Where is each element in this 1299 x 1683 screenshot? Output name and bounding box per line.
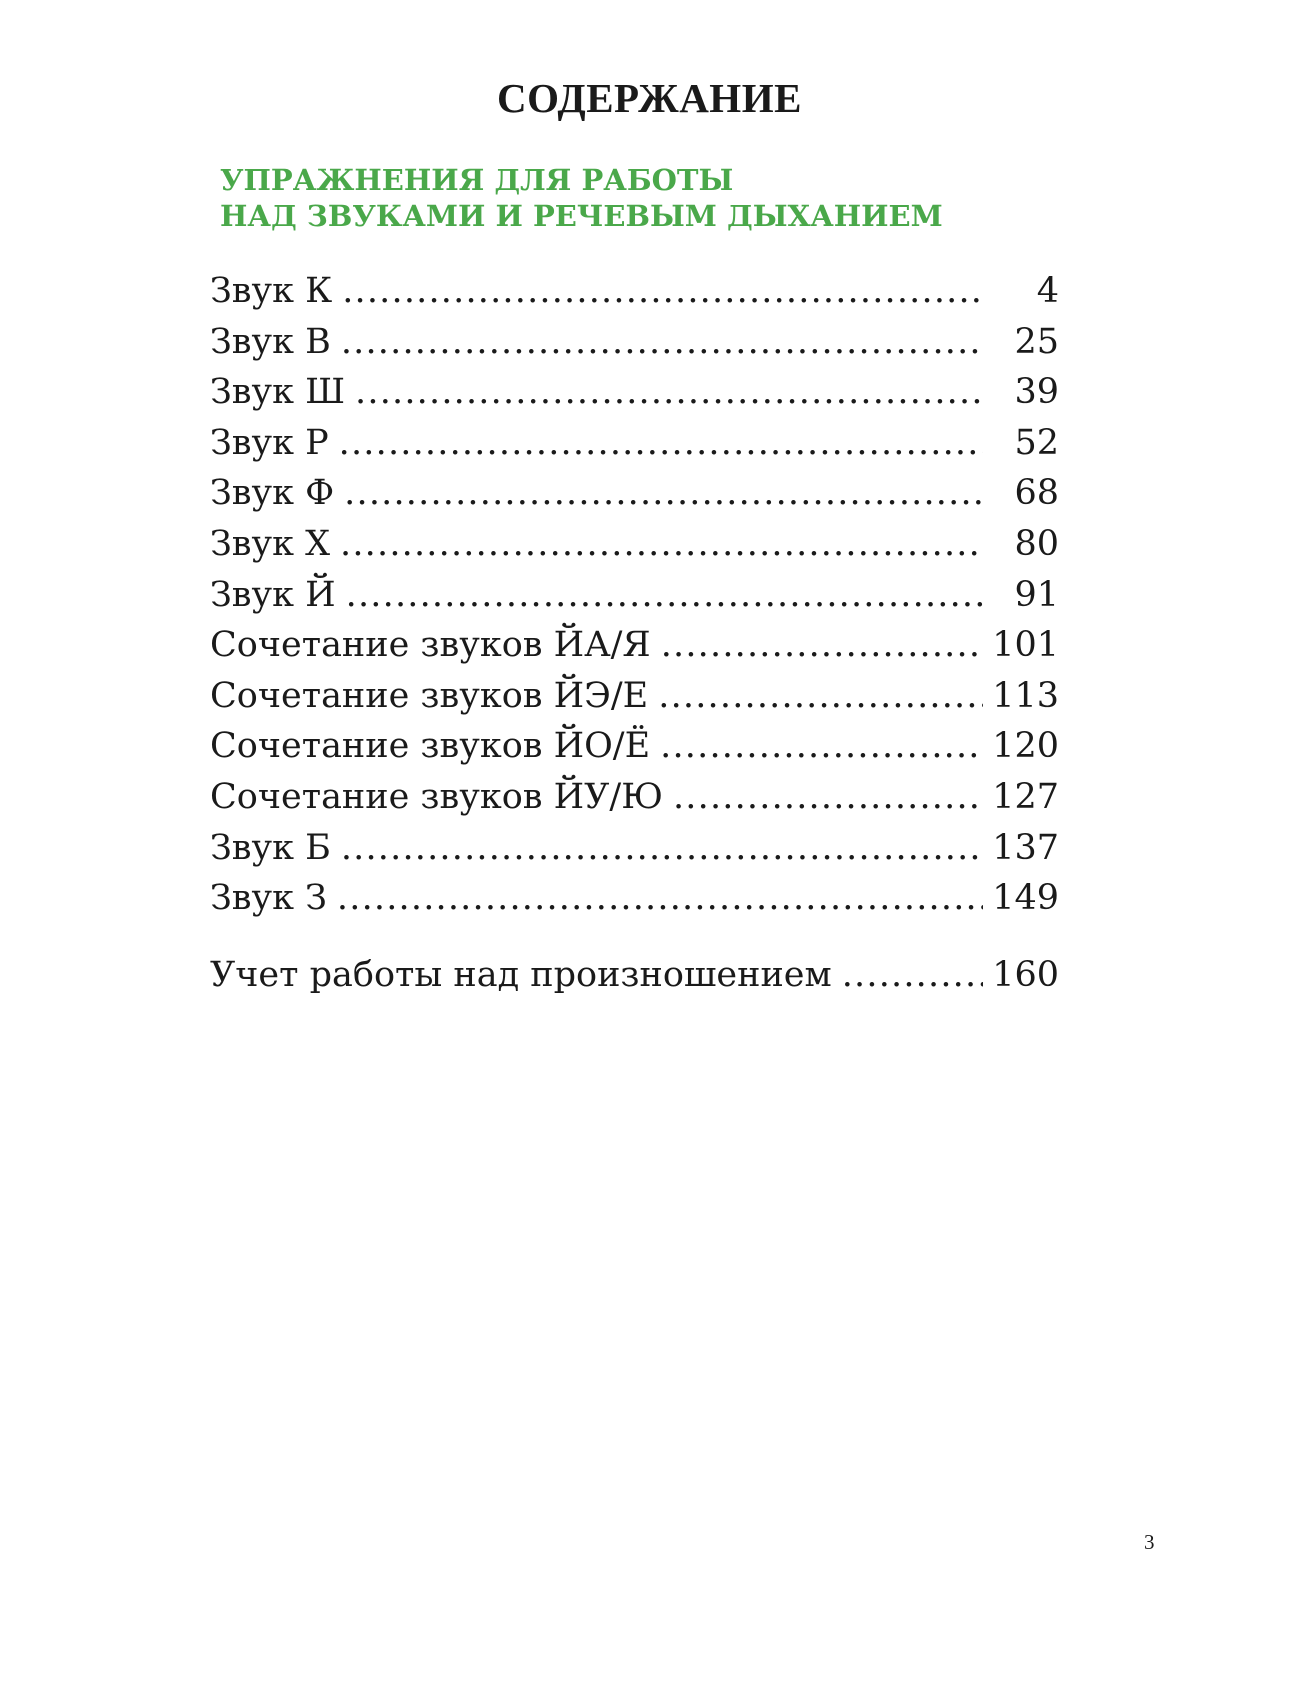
toc-entry-page: 137 (992, 827, 1059, 868)
toc-entry-page: 113 (992, 675, 1059, 716)
toc-entry-combo-yo[interactable] (210, 721, 1059, 772)
toc-leader-dots (342, 266, 983, 317)
toc-entry-label: Сочетание звуков ЙЭ/Е (210, 675, 649, 716)
toc-entry-pronunciation-log[interactable] (210, 950, 1059, 1001)
toc-entry-page: 101 (992, 625, 1059, 666)
toc-entry-label: Звук Р (210, 422, 329, 463)
toc-entry-label: Звук З (210, 878, 327, 919)
toc-entry-sound-f[interactable] (210, 468, 1059, 519)
toc-entry-label: Звук Ф (210, 473, 335, 514)
toc-entry-sound-r[interactable] (210, 418, 1059, 469)
toc-leader-dots (340, 519, 983, 570)
page-number: 3 (1144, 1530, 1155, 1554)
toc-entry-label: Звук В (210, 321, 331, 362)
toc-entry-page: 39 (1014, 372, 1059, 413)
toc-leader-dots (355, 367, 983, 418)
toc-entry-sound-k[interactable] (210, 266, 1059, 317)
toc-entry-sound-sh[interactable] (210, 367, 1059, 418)
toc-entry-label: Звук Х (210, 523, 331, 564)
toc-leader-dots (339, 418, 983, 469)
toc-entry-label: Звук К (210, 271, 333, 311)
section-heading-line-1: УПРАЖНЕНИЯ ДЛЯ РАБОТЫ (220, 163, 734, 197)
toc-entry-page: 52 (1014, 422, 1059, 463)
toc-leader-dots (341, 823, 983, 874)
toc-entry-page: 25 (1014, 321, 1059, 362)
toc-entry-page: 127 (992, 776, 1059, 817)
toc-entry-label: Учет работы над произношением (210, 954, 832, 995)
toc-entry-page: 120 (992, 726, 1059, 767)
toc-entry-label: Звук Б (210, 827, 331, 868)
toc-leader-dots (661, 620, 983, 671)
toc-leader-dots (673, 772, 983, 823)
toc-leader-dots (660, 721, 983, 772)
toc-entry-label: Звук Й (210, 574, 336, 615)
toc-leader-dots (344, 468, 983, 519)
toc-leader-dots (337, 873, 983, 924)
toc-leader-dots (346, 570, 983, 621)
toc-entry-label: Сочетание звуков ЙА/Я (210, 625, 651, 666)
toc-entry-sound-z[interactable] (210, 873, 1059, 924)
toc-leader-dots (658, 671, 983, 722)
toc-leader-dots (842, 950, 983, 1001)
section-heading-line-2: НАД ЗВУКАМИ И РЕЧЕВЫМ ДЫХАНИЕМ (220, 199, 943, 233)
toc-entry-sound-kh[interactable] (210, 519, 1059, 570)
toc-entry-page: 91 (1014, 574, 1059, 615)
toc-leader-dots (341, 317, 983, 368)
toc-entry-sound-v[interactable] (210, 317, 1059, 368)
toc-entry-page: 80 (1014, 523, 1059, 564)
toc-entry-page: 68 (1014, 473, 1059, 514)
toc-entry-label: Сочетание звуков ЙО/Ё (210, 726, 651, 767)
page-title: СОДЕРЖАНИЕ (497, 75, 802, 121)
section-heading (220, 162, 943, 234)
toc-entry-sound-y[interactable] (210, 570, 1059, 621)
table-of-contents (210, 266, 1059, 1000)
toc-entry-combo-yu[interactable] (210, 772, 1059, 823)
toc-entry-sound-b[interactable] (210, 823, 1059, 874)
toc-entry-label: Звук Ш (210, 372, 346, 413)
toc-entry-label: Сочетание звуков ЙУ/Ю (210, 776, 663, 817)
toc-entry-combo-ya[interactable] (210, 620, 1059, 671)
toc-entry-combo-ye[interactable] (210, 671, 1059, 722)
toc-entry-page: 149 (992, 878, 1059, 919)
toc-entry-page: 160 (992, 954, 1059, 995)
toc-entry-page: 4 (1036, 271, 1059, 311)
